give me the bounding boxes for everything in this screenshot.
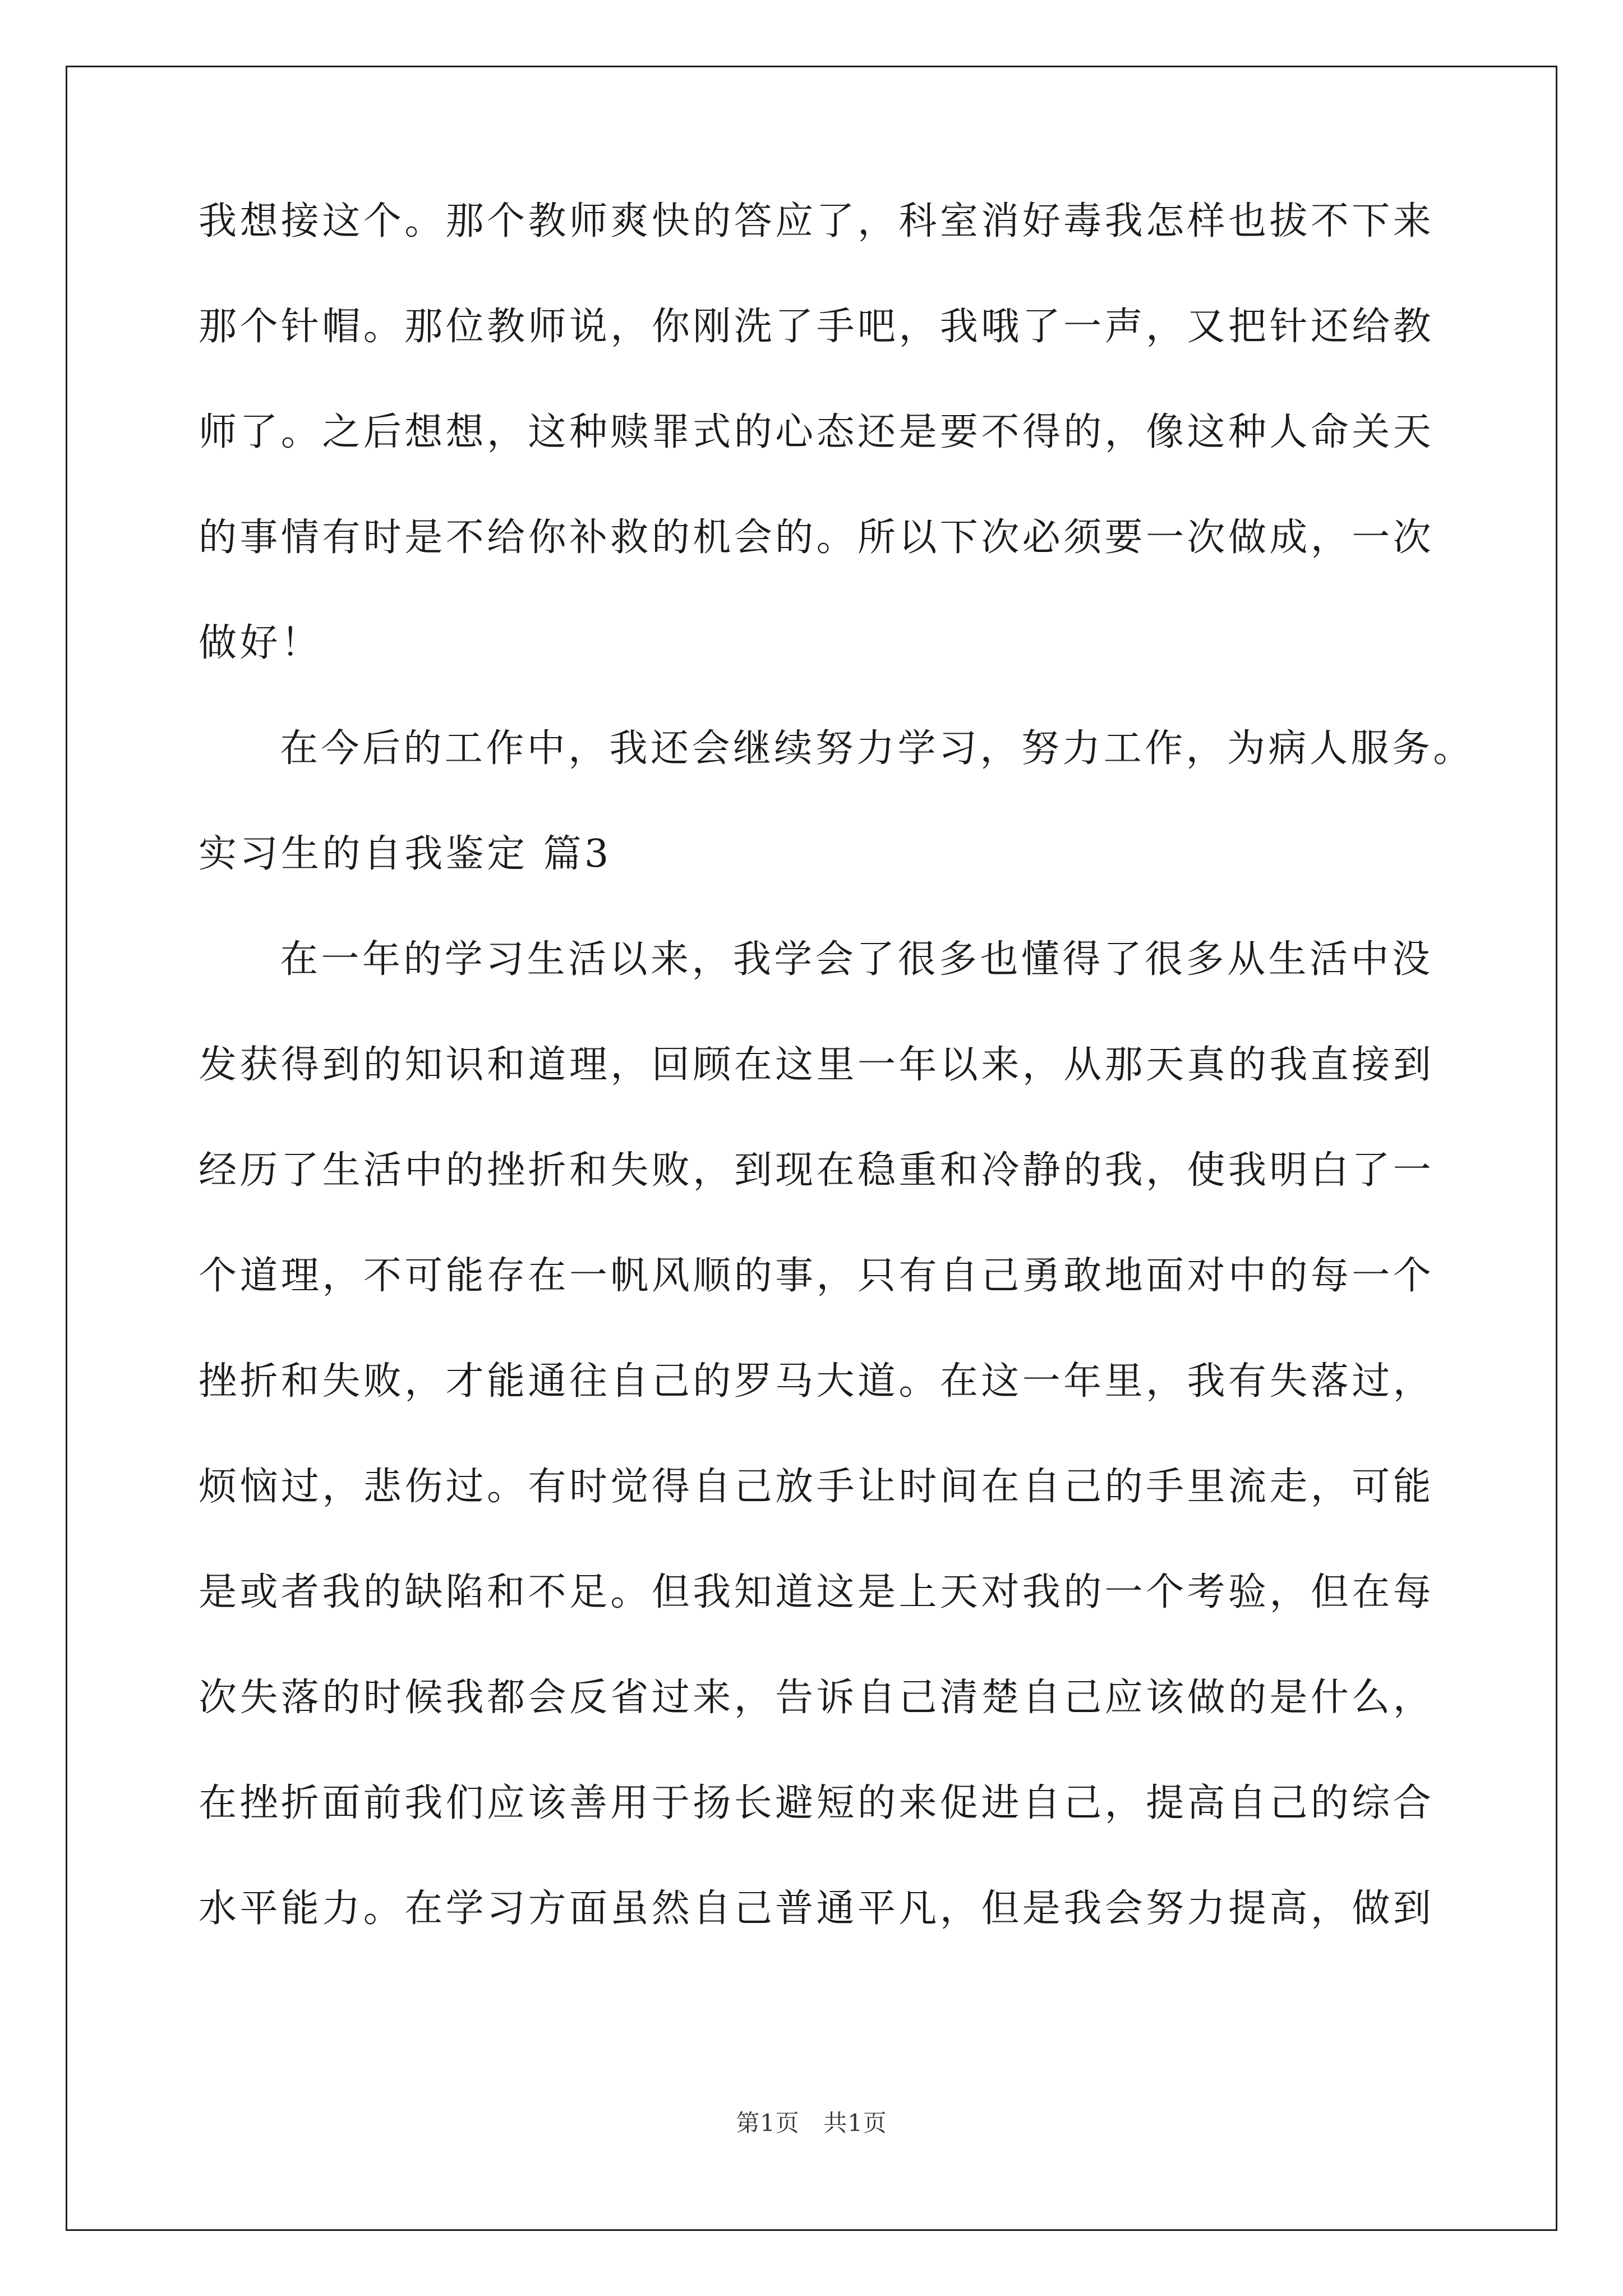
text-line: 次失落的时候我都会反省过来，告诉自己清楚自己应该做的是什么， <box>199 1676 1435 1720</box>
paragraph-start-line: 在今后的工作中，我还会继续努力学习，努力工作，为病人服务。 <box>280 726 1474 771</box>
section-heading: 实习生的自我鉴定 篇3 <box>199 832 612 876</box>
text-line: 挫折和失败，才能通往自己的罗马大道。在这一年里，我有失落过， <box>199 1359 1435 1404</box>
text-line: 的事情有时是不给你补救的机会的。所以下次必须要一次做成，一次 <box>199 516 1435 560</box>
text-line: 师了。之后想想，这种赎罪式的心态还是要不得的，像这种人命关天 <box>199 410 1435 454</box>
text-line: 那个针帽。那位教师说，你刚洗了手吧，我哦了一声，又把针还给教 <box>199 305 1435 349</box>
text-line: 经历了生活中的挫折和失败，到现在稳重和冷静的我，使我明白了一 <box>199 1148 1435 1193</box>
text-line: 个道理，不可能存在一帆风顺的事，只有自己勇敢地面对中的每一个 <box>199 1254 1435 1298</box>
paragraph-start-line: 在一年的学习生活以来，我学会了很多也懂得了很多从生活中没 <box>280 937 1433 982</box>
text-line: 在挫折面前我们应该善用于扬长避短的来促进自己，提高自己的综合 <box>199 1781 1435 1825</box>
text-line: 我想接这个。那个教师爽快的答应了，科室消好毒我怎样也拔不下来 <box>199 199 1435 243</box>
text-line: 是或者我的缺陷和不足。但我知道这是上天对我的一个考验，但在每 <box>199 1570 1435 1614</box>
text-line: 发获得到的知识和道理，回顾在这里一年以来，从那天真的我直接到 <box>199 1043 1435 1087</box>
text-line: 做好！ <box>199 621 322 665</box>
page-number-footer: 第1页 共1页 <box>736 2109 887 2137</box>
text-line: 水平能力。在学习方面虽然自己普通平凡，但是我会努力提高，做到 <box>199 1887 1435 1931</box>
text-line: 烦恼过，悲伤过。有时觉得自己放手让时间在自己的手里流走，可能 <box>199 1465 1435 1509</box>
